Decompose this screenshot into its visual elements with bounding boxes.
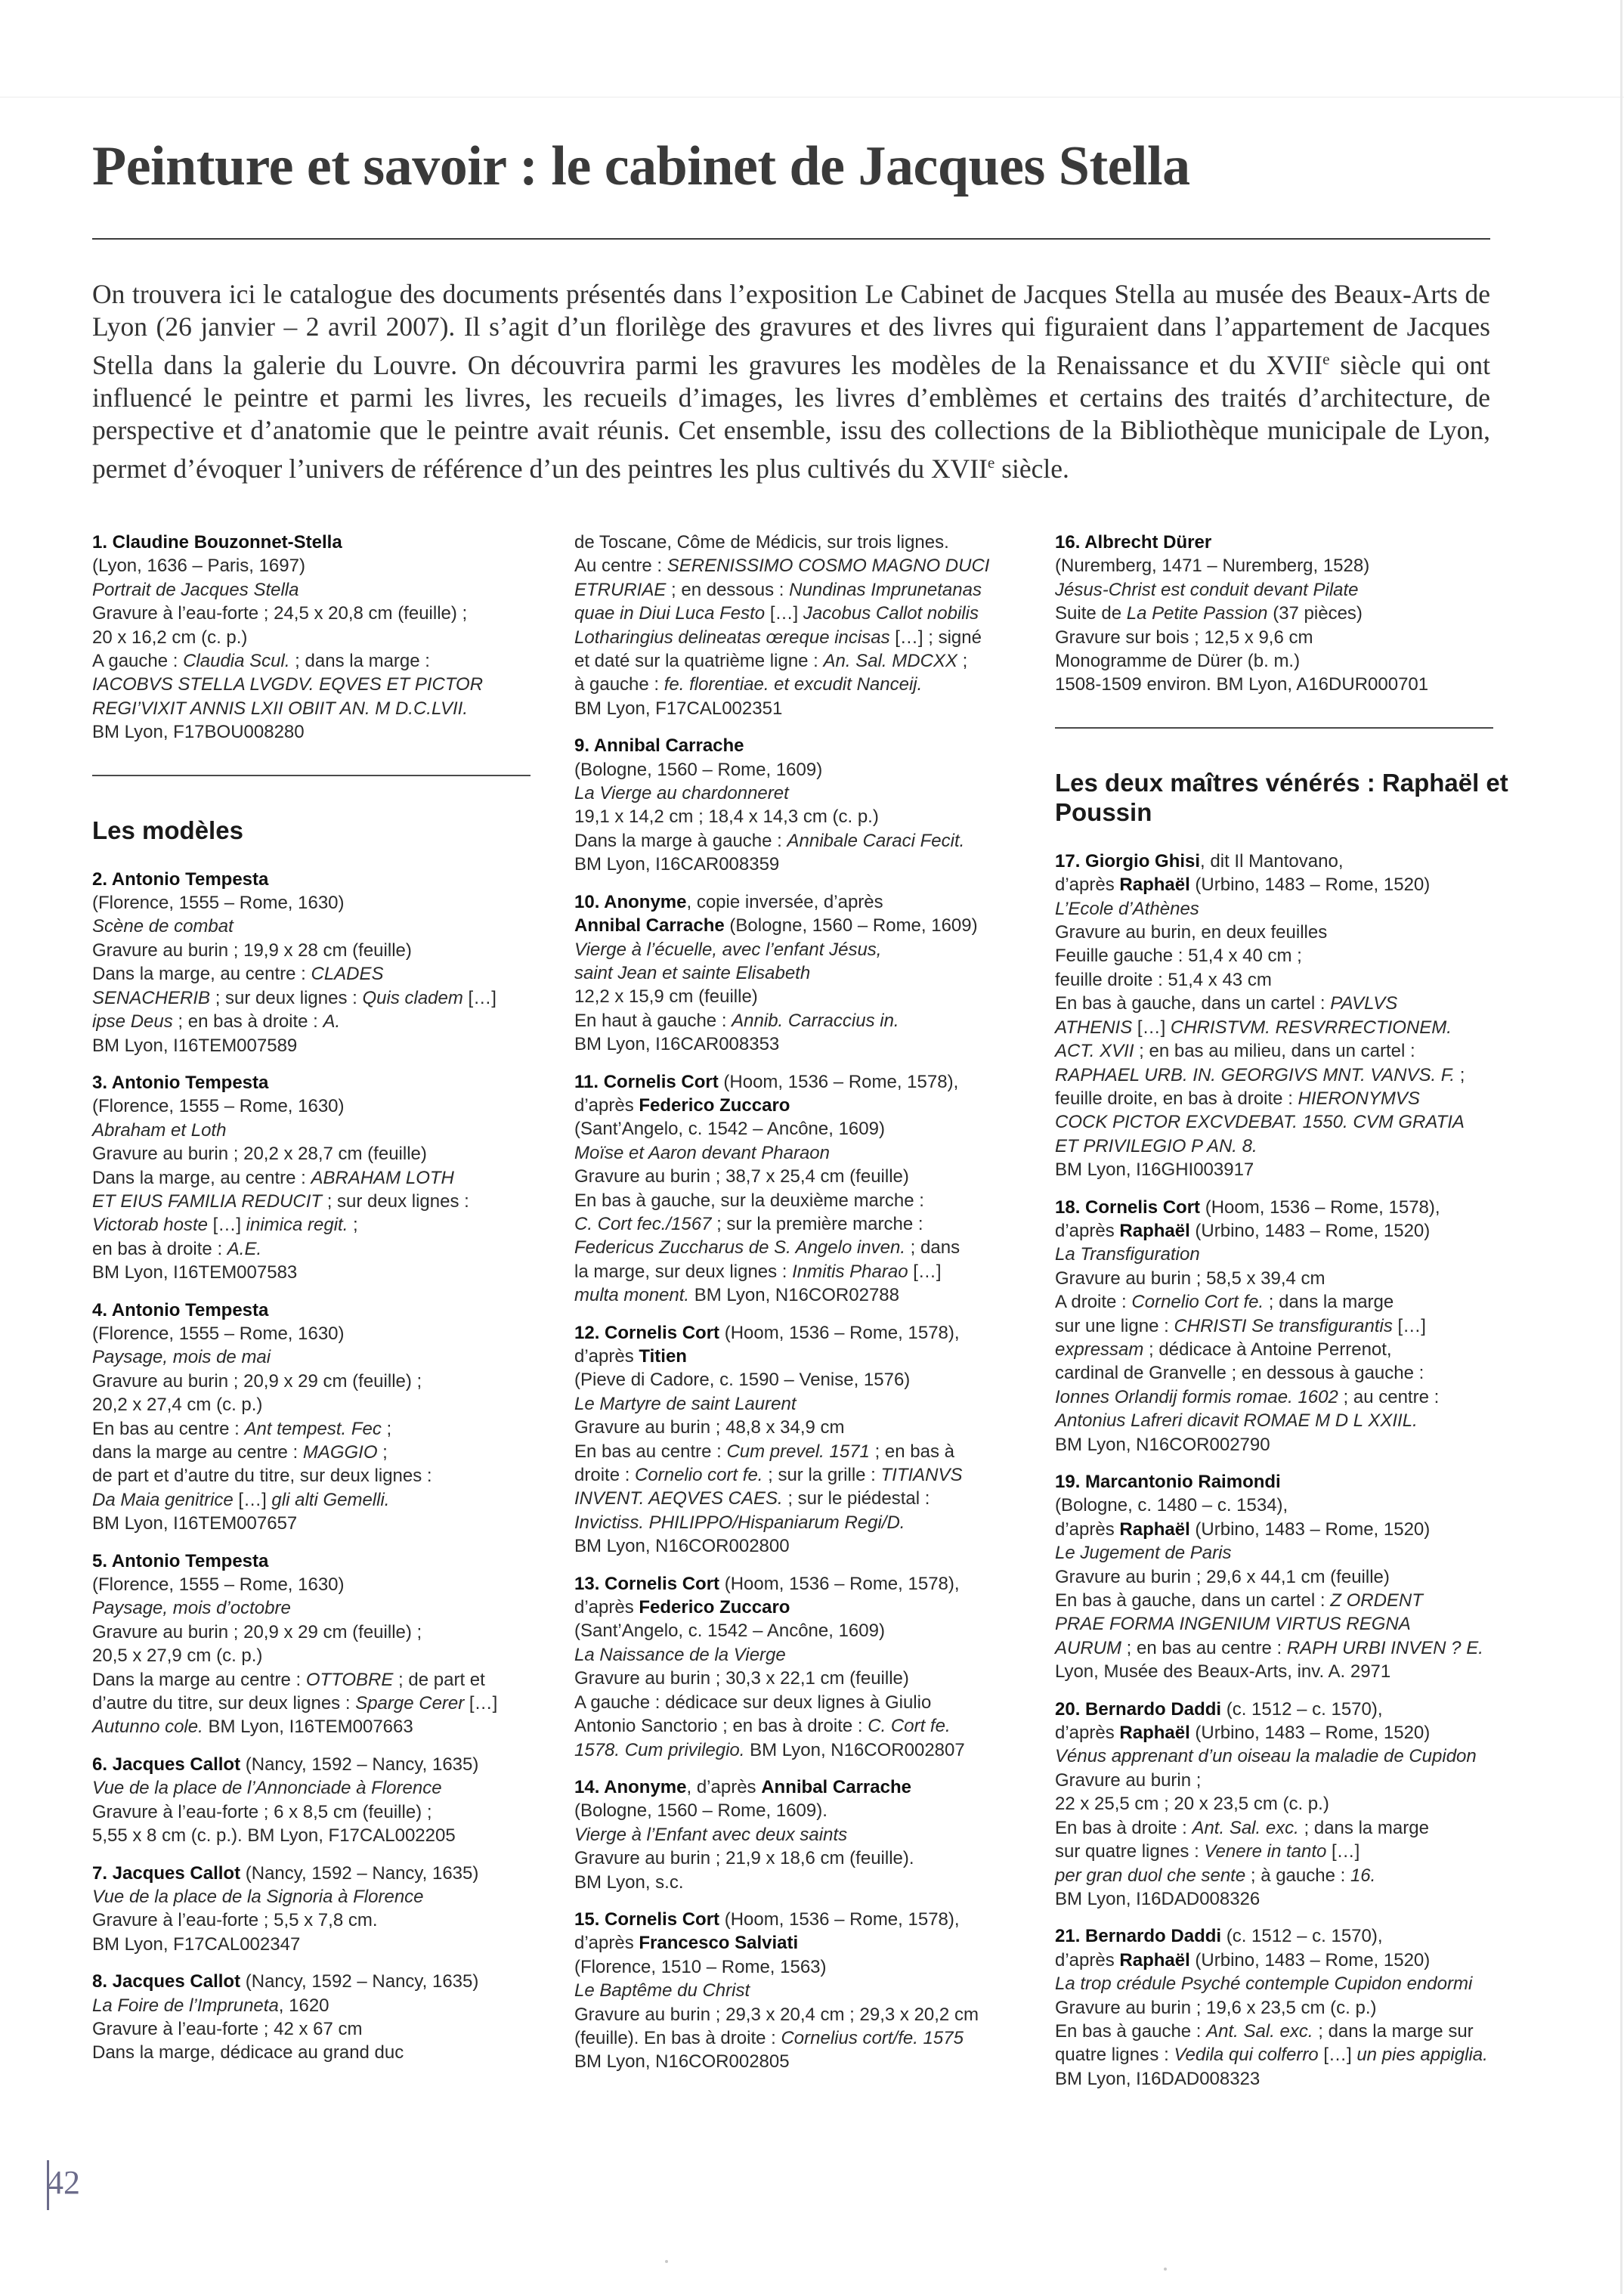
catalogue-entry-16: 16. Albrecht Dürer (Nuremberg, 1471 – Nuremberg, 1528) Jésus-Christ est conduit devant Pilate Suite de La Petite Passion (37 pièces) Gravure sur bois ; 12,5 x 9,6 cm Monogramme de Dürer (b. m.) 1508-1509 environ. BM Lyon, A16DUR000701 <box>1055 532 1429 695</box>
catalogue-entry-19: 19. Marcantonio Raimondi (Bologne, c. 1480 – c. 1534), d’après Raphaël (Urbino, 1483 – Rome, 1520) Le Jugement de Paris Gravure au burin ; 29,6 x 44,1 cm (feuille) En bas à gauche, dans un cartel : Z ORDENT PRAE FORMA INGENIUM VIRTUS REGNA AURUM ; en bas au centre : RAPH URBI INVEN ? E. Lyon, Musée des Beaux-Arts, inv. A. 2971 <box>1055 1472 1483 1683</box>
catalogue-entry-2: 2. Antonio Tempesta (Florence, 1555 – Rome, 1630) Scène de combat Gravure au burin ; 19,9 x 28 cm (feuille) Dans la marge, au centre : CLADES SENACHERIB ; sur deux lignes : Quis cladem […] ipse Deus ; en bas à droite : A. BM Lyon, I16TEM007589 <box>92 868 496 1056</box>
catalogue-entry-8-continued: de Toscane, Côme de Médicis, sur trois lignes. Au centre : SERENISSIMO COSMO MAGNO DUCI ETRURIAE ; en dessous : Nundinas Imprunetanas quae in Diui Luca Festo […] Jacobus Callot nobilis Lotharingius delineatas œreque incisas […] ; signé et daté sur la quatrième ligne : An. Sal. MDCXX ; à gauche : fe. florentiae. et excudit Nanceij. BM Lyon, F17CAL002351 <box>574 532 990 719</box>
catalogue-entry-20: 20. Bernardo Daddi (c. 1512 – c. 1570), d’après Raphaël (Urbino, 1483 – Rome, 1520) Vénus apprenant d’un oiseau la maladie de Cupidon Gravure au burin ; 22 x 25,5 cm ; 20 x 23,5 cm (c. p.) En bas à droite : Ant. Sal. exc. ; dans la marge sur quatre lignes : Venere in tanto […] per gran duol che sente ; à gauche : 16. BM Lyon, I16DAD008326 <box>1055 1698 1477 1909</box>
title-divider <box>92 238 1490 240</box>
catalogue-entry-6: 6. Jacques Callot (Nancy, 1592 – Nancy, 1635) Vue de la place de l’Annonciade à Florence Gravure à l’eau-forte ; 6 x 8,5 cm (feuille) ; 5,55 x 8 cm (c. p.). BM Lyon, F17CAL002205 <box>92 1754 479 1847</box>
page-title: Peinture et savoir : le cabinet de Jacques Stella <box>92 135 1190 197</box>
catalogue-entry-12: 12. Cornelis Cort (Hoom, 1536 – Rome, 1578), d’après Titien (Pieve di Cadore, c. 1590 – Venise, 1576) Le Martyre de saint Laurent Gravure au burin ; 48,8 x 34,9 cm En bas au centre : Cum prevel. 1571 ; en bas à droite : Cornelio cort fe. ; sur la grille : TITIANVS INVENT. AEQVES CAES. ; sur le piédestal : Invictiss. PHILIPPO/Hispaniarum Regi/D. BM Lyon, N16COR002800 <box>574 1322 963 1557</box>
intro-paragraph: On trouvera ici le catalogue des documents présentés dans l’exposition Le Cabinet de Jacques Stella au musée des Beaux-Arts de Lyon (26 janvier – 2 avril 2007). Il s’agit d’un florilège des gravures et des livres qui figuraient dans l’appartement de Jacques Stella dans la galerie du Louvre. On découvrira parmi les gravures les modèles de la Renaissance et du XVIIe siècle qui ont influencé le peintre et parmi les livres, les recueils d’images, les livres d’emblèmes et certains des traités d’architecture, de perspective et d’anatomie que le peintre avait réunis. Cet ensemble, issu des collections de la Bibliothèque municipale de Lyon, permet d’évoquer l’univers de référence d’un des peintres les plus cultivés du XVIIe siècle. <box>92 279 1490 484</box>
catalogue-entry-3: 3. Antonio Tempesta (Florence, 1555 – Rome, 1630) Abraham et Loth Gravure au burin ; 20,2 x 28,7 cm (feuille) Dans la marge, au centre : ABRAHAM LOTH ET EIUS FAMILIA REDUCIT ; sur deux lignes : Victorab hoste […] inimica regit. ; en bas à droite : A.E. BM Lyon, I16TEM007583 <box>92 1072 469 1283</box>
column-left <box>92 531 542 2079</box>
catalogue-entry-17: 17. Giorgio Ghisi, dit Il Mantovano, d’après Raphaël (Urbino, 1483 – Rome, 1520) L’Ecole d’Athènes Gravure au burin, en deux feuilles Feuille gauche : 51,4 x 40 cm ; feuille droite : 51,4 x 43 cm En bas à gauche, dans un cartel : PAVLVS ATHENIS […] CHRISTVM. RESVRRECTIONEM. ACT. XVII ; en bas au milieu, dans un cartel : RAPHAEL URB. IN. GEORGIVS MNT. VANVS. F. ; feuille droite, en bas à droite : HIERONYMVS COCK PICTOR EXCVDEBAT. 1550. CVM GRATIA ET PRIVILEGIO P AN. 8. BM Lyon, I16GHI003917 <box>1055 850 1465 1181</box>
section-heading-modeles: Les modèles <box>92 816 243 844</box>
column-middle <box>574 531 1025 2088</box>
scan-speck <box>1164 2268 1167 2271</box>
scan-top-rule <box>0 97 1624 98</box>
catalogue-entry-9: 9. Annibal Carrache (Bologne, 1560 – Rome, 1609) La Vierge au chardonneret 19,1 x 14,2 cm ; 18,4 x 14,3 cm (c. p.) Dans la marge à gauche : Annibale Caraci Fecit. BM Lyon, I16CAR008359 <box>574 735 965 875</box>
section-divider <box>92 775 531 776</box>
catalogue-entry-21: 21. Bernardo Daddi (c. 1512 – c. 1570), d’après Raphaël (Urbino, 1483 – Rome, 1520) La trop crédule Psyché contemple Cupidon endormi Gravure au burin ; 19,6 x 23,5 cm (c. p.) En bas à gauche : Ant. Sal. exc. ; dans la marge sur quatre lignes : Vedila qui colferro […] un pies appiglia. BM Lyon, I16DAD008323 <box>1055 1926 1488 2089</box>
section-heading-maitres: Les deux maîtres vénérés : Raphaël et Poussin <box>1055 768 1508 826</box>
catalogue-entry-4: 4. Antonio Tempesta (Florence, 1555 – Rome, 1630) Paysage, mois de mai Gravure au burin ; 20,9 x 29 cm (feuille) ; 20,2 x 27,4 cm (c. p.) En bas au centre : Ant tempest. Fec ; dans la marge au centre : MAGGIO ; de part et d’autre du titre, sur deux lignes : Da Maia genitrice […] gli alti Gemelli. BM Lyon, I16TEM007657 <box>92 1299 432 1534</box>
catalogue-entry-1: 1. Claudine Bouzonnet-Stella (Lyon, 1636 – Paris, 1697) Portrait de Jacques Stella Gravure à l’eau-forte ; 24,5 x 20,8 cm (feuille) ; 20 x 16,2 cm (c. p.) A gauche : Claudia Scul. ; dans la marge : IACOBVS STELLA LVGDV. EQVES ET PICTOR REGI’VIXIT ANNIS LXII OBIIT AN. M D.C.LVII. BM Lyon, F17BOU008280 <box>92 532 484 743</box>
section-divider <box>1055 727 1493 729</box>
catalogue-entry-5: 5. Antonio Tempesta (Florence, 1555 – Rome, 1630) Paysage, mois d’octobre Gravure au burin ; 20,9 x 29 cm (feuille) ; 20,5 x 27,9 cm (c. p.) Dans la marge au centre : OTTOBRE ; de part et d’autre du titre, sur deux lignes : Sparge Cerer […] Autunno cole. BM Lyon, I16TEM007663 <box>92 1550 498 1738</box>
catalogue-entry-8: 8. Jacques Callot (Nancy, 1592 – Nancy, 1635) La Foire de l’Impruneta, 1620 Gravure à l’eau-forte ; 42 x 67 cm Dans la marge, dédicace au grand duc <box>92 1971 479 2063</box>
catalogue-entry-7: 7. Jacques Callot (Nancy, 1592 – Nancy, 1635) Vue de la place de la Signoria à Florence Gravure à l’eau-forte ; 5,5 x 7,8 cm. BM Lyon, F17CAL002347 <box>92 1862 479 1955</box>
scan-speck <box>665 2260 668 2263</box>
catalogue-entry-13: 13. Cornelis Cort (Hoom, 1536 – Rome, 1578), d’après Federico Zuccaro (Sant’Angelo, c. 1542 – Ancône, 1609) La Naissance de la Vierge Gravure au burin ; 30,3 x 22,1 cm (feuille) A gauche : dédicace sur deux lignes à Giulio Antonio Sanctorio ; en bas à droite : C. Cort fe. 1578. Cum privilegio. BM Lyon, N16COR002807 <box>574 1573 965 1760</box>
catalogue-entry-15: 15. Cornelis Cort (Hoom, 1536 – Rome, 1578), d’après Francesco Salviati (Florence, 1510 – Rome, 1563) Le Baptême du Christ Gravure au burin ; 29,3 x 20,4 cm ; 29,3 x 20,2 cm (feuille). En bas à droite : Cornelius cort/fe. 1575 BM Lyon, N16COR002805 <box>574 1909 979 2073</box>
catalogue-entry-10: 10. Anonyme, copie inversée, d’après Annibal Carrache (Bologne, 1560 – Rome, 1609) Vierge à l’écuelle, avec l’enfant Jésus, saint Jean et sainte Elisabeth 12,2 x 15,9 cm (feuille) En haut à gauche : Annib. Carraccius in. BM Lyon, I16CAR008353 <box>574 891 978 1055</box>
catalogue-entry-18: 18. Cornelis Cort (Hoom, 1536 – Rome, 1578), d’après Raphaël (Urbino, 1483 – Rome, 1520) La Transfiguration Gravure au burin ; 58,5 x 39,4 cm A droite : Cornelio Cort fe. ; dans la marge sur une ligne : CHRISTI Se transfigurantis […] expressam ; dédicace à Antoine Perrenot, cardinal de Granvelle ; en dessous à gauche : Ionnes Orlandij formis romae. 1602 ; au centre : Antonius Lafreri dicavit ROMAE M D L XXIIL. BM Lyon, N16COR002790 <box>1055 1197 1440 1455</box>
catalogue-entry-11: 11. Cornelis Cort (Hoom, 1536 – Rome, 1578), d’après Federico Zuccaro (Sant’Angelo, c. 1542 – Ancône, 1609) Moïse et Aaron devant Pharaon Gravure au burin ; 38,7 x 25,4 cm (feuille) En bas à gauche, sur la deuxième marche : C. Cort fec./1567 ; sur la première marche : Federicus Zuccharus de S. Angelo inven. ; dans la marge, sur deux lignes : Inmitis Pharao […] multa monent. BM Lyon, N16COR02788 <box>574 1071 960 1306</box>
page-number: 42 <box>47 2164 80 2201</box>
catalogue-entry-14: 14. Anonyme, d’après Annibal Carrache (Bologne, 1560 – Rome, 1609). Vierge à l’Enfant avec deux saints Gravure au burin ; 21,9 x 18,6 cm (feuille). BM Lyon, s.c. <box>574 1776 914 1893</box>
scan-page-edge <box>1620 0 1622 2294</box>
column-right <box>1055 531 1508 2104</box>
